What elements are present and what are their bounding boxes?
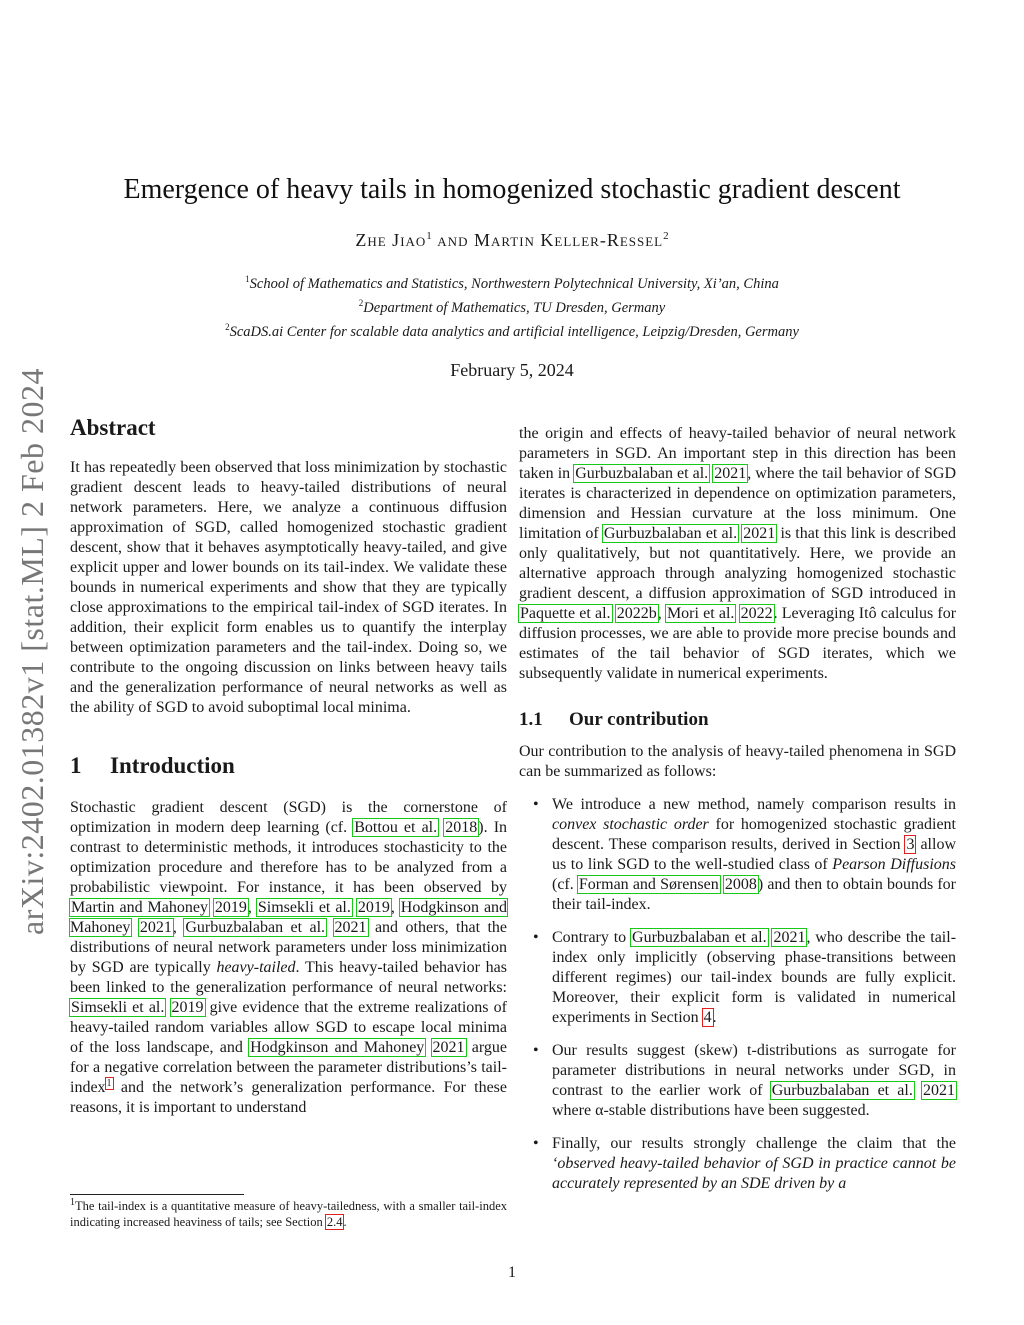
author-separator: and (437, 230, 469, 250)
citation-year-link[interactable]: 2022 (740, 605, 773, 622)
text-run: Stochastic gradient descent (SGD) is the cornerstone of optimization in modern deep learning (cf. (70, 799, 507, 836)
citation-link[interactable]: Gurbuzbalaban et al. (632, 929, 767, 946)
citation-year-link[interactable]: 2021 (334, 919, 367, 936)
citation-year-link[interactable]: 2021 (773, 929, 806, 946)
intro-paragraph-continued (519, 424, 956, 684)
citation-link[interactable]: Gurbuzbalaban et al. (575, 465, 709, 482)
section-ref-link[interactable]: 2.4 (326, 1215, 343, 1229)
subsection-title: Our contribution (569, 709, 709, 730)
emphasis-text: Pearson Diffusions (832, 856, 956, 873)
text-run: is that this link is described only qualitatively, but not quantitatively. Here, we provide an alternative approach through analyzing homogenized stochastic gradient descent, a diffusion approximation of SGD introduced in (519, 525, 957, 602)
abstract-text: It has repeatedly been observed that loss minimization by stochastic gradient descent leads to heavy-tailed distributions of neural network parameters. Here, we analyze a continuous diffusion approximation of SGD, called homogenized stochastic gradient descent, show that it behaves asymptotically heavy-tailed, and give explicit upper and lower bounds on its tail-index. We validate these bounds in numerical experiments and show that they are typically close approximations to the empirical tail-index of SGD iterates. In addition, their explicit form enables us to quantify the interplay between optimization parameters and the tail-index. Doing so, we contribute to the ongoing discussion on links between heavy tails and the generalization performance of neural networks as well as the ability of SGD to avoid suboptimal local minima. (70, 459, 507, 716)
text-run: and the network’s generalization performance. For these reasons, it is important to understand (70, 1079, 507, 1116)
footnote-divider (70, 1194, 244, 1195)
text-run: , (172, 919, 185, 936)
citation-link[interactable]: Mori et al. (666, 605, 735, 622)
citation-link[interactable]: Bottou et al. (354, 819, 438, 836)
affiliation-text: Department of Mathematics, TU Dresden, Germany (363, 299, 666, 316)
text-run: allow us to link SGD to the well-studied class of (552, 836, 956, 873)
citation-link[interactable]: Simsekli et al. (257, 899, 351, 916)
section-heading-introduction (70, 753, 507, 778)
emphasis-text: heavy-tailed (216, 959, 296, 976)
emphasis-text: ‘observed heavy-tailed behavior of SGD in practice cannot be accurately represented by an SDE driven by a (552, 1155, 956, 1192)
citation-link[interactable]: Gurbuzbalaban et al. (185, 919, 326, 936)
left-column (70, 415, 508, 1118)
arxiv-stamp (2, 356, 62, 946)
author-affil-sup: 1 (426, 230, 432, 242)
contribution-intro: Our contribution to the analysis of heavy-tailed phenomena in SGD can be summarized as follows: (519, 743, 956, 780)
citation-year-link[interactable]: 2021 (714, 465, 747, 482)
bullet-icon: • (533, 1042, 539, 1059)
author-list (60, 230, 964, 251)
text-run: . (343, 1215, 347, 1229)
emphasis-text: convex stochastic order (552, 816, 709, 833)
text-run: Our results suggest (skew) t-distributions as surrogate for parameter distributions in neural networks under SGD, in contrast to the earlier work of (552, 1042, 956, 1099)
affiliation (60, 294, 964, 318)
citation-link[interactable]: Simsekli et al. (71, 999, 165, 1016)
affiliation-text: ScaDS.ai Center for scalable data analytics and artificial intelligence, Leipzig/Dresden, Germany (229, 323, 799, 340)
abstract-heading: Abstract (70, 415, 156, 440)
subsection-number: 1.1 (519, 709, 543, 730)
citation-year-link[interactable]: 2018 (445, 819, 478, 836)
citation-link[interactable]: Martin and Mahoney (71, 899, 208, 916)
contribution-list (519, 795, 956, 1194)
citation-year-link[interactable]: 2021 (743, 525, 776, 542)
list-item (519, 795, 956, 915)
section-ref-link[interactable]: 4 (703, 1009, 712, 1026)
text-run: Finally, our results strongly challenge the claim that the (552, 1135, 956, 1152)
bullet-icon: • (533, 1135, 539, 1152)
affiliation-sup: 1 (245, 274, 250, 284)
text-run: ). In contrast to deterministic methods, it introduces stochasticity to the optimization procedure and therefore has to be analyzed from a probabilistic viewpoint. For instance, it has been observed by (70, 819, 508, 896)
affiliation (60, 270, 964, 294)
citation-year-link[interactable]: 2019 (357, 899, 390, 916)
text-run: . (712, 1009, 717, 1026)
list-item (519, 928, 956, 1028)
footnote-link[interactable]: 1 (106, 1077, 112, 1089)
affiliation-sup: 2 (225, 321, 230, 332)
intro-paragraph (70, 798, 507, 1118)
arxiv-id: arXiv:2402.01382v1 [stat.ML] 2 Feb 2024 (13, 367, 50, 935)
citation-year-link[interactable]: 2019 (171, 999, 204, 1016)
citation-year-link[interactable]: 2021 (923, 1082, 956, 1099)
text-run: , who describe the tail-index only implicitly (observing phase-transitions between different regimes) our tail-index bounds are fully explicit. Moreover, their explicit form is validated in numerical experiments in Section (552, 929, 957, 1026)
text-run: where α-stable distributions have been suggested. (552, 1102, 870, 1119)
citation-link[interactable]: Paquette et al. (520, 605, 611, 622)
text-run: the origin and effects of heavy-tailed behavior of neural network parameters in SGD. An important step in this direction has been taken in (519, 425, 956, 482)
text-run: The tail-index is a quantitative measure of heavy-tailedness, with a smaller tail-index indicating increased heaviness of tails; see Section (70, 1199, 507, 1229)
right-column (519, 424, 956, 1207)
text-run: Contrary to (552, 929, 632, 946)
text-run: give evidence that the extreme realizations of heavy-tailed random variables allow SGD to escape local minima of the loss landscape, and (70, 999, 507, 1056)
author-name: Zhe Jiao (355, 230, 427, 250)
list-item (519, 1134, 956, 1194)
citation-link[interactable]: Hodgkinson and Mahoney (70, 899, 508, 936)
text-run: , (657, 605, 666, 622)
bullet-icon: • (533, 929, 539, 946)
text-run: . Leveraging Itô calculus for diffusion processes, we are able to provide more precise bounds and estimates of the tail behavior of SGD iterates, which we subsequently validate in numerical experiments. (519, 605, 957, 682)
citation-year-link[interactable]: 2019 (214, 899, 247, 916)
text-run: , (390, 899, 400, 916)
affiliation-sup: 2 (358, 297, 364, 308)
citation-year-link[interactable]: 2022b (616, 605, 657, 622)
text-run: for homogenized stochastic gradient descent. These comparison results, derived in Section (552, 816, 956, 853)
text-run: We introduce a new method, namely comparison results in (552, 796, 956, 813)
subsection-heading-contribution (519, 710, 956, 730)
text-run: , where the tail behavior of SGD iterates is characterized in dependence on optimization parameters, dimension and Hessian curvature at the loss minimum. One limitation of (519, 465, 956, 542)
text-run: ) and then to obtain bounds for their tail-index. (552, 876, 956, 913)
text-run: , (247, 899, 257, 916)
footnote (70, 1198, 507, 1230)
text-run: argue for a negative correlation between the parameter distributions’s tail-index (70, 1039, 508, 1096)
affiliation (60, 318, 964, 342)
affiliation-text: School of Mathematics and Statistics, Northwestern Polytechnical University, Xi’an, China (249, 275, 779, 292)
citation-link[interactable]: Gurbuzbalaban et al. (771, 1082, 913, 1099)
citation-year-link[interactable]: 2008 (724, 876, 757, 893)
citation-link[interactable]: Hodgkinson and Mahoney (250, 1039, 425, 1056)
section-number: 1 (70, 753, 82, 778)
text-run: (cf. (552, 876, 578, 893)
citation-year-link[interactable]: 2021 (432, 1039, 465, 1056)
paper-date: February 5, 2024 (450, 360, 574, 380)
author-affil-sup: 2 (663, 230, 669, 242)
section-ref-link[interactable]: 3 (906, 836, 915, 853)
paper-title: Emergence of heavy tails in homogenized stochastic gradient descent (123, 174, 901, 205)
footnote-mark: 1 (70, 1196, 75, 1208)
list-item (519, 1041, 956, 1121)
text-run: and others, that the distributions of neural network parameters under loss minimization by SGD are typically (70, 919, 508, 976)
section-title: Introduction (110, 753, 235, 778)
page-number: 1 (508, 1264, 516, 1281)
citation-link[interactable]: Gurbuzbalaban et al. (603, 525, 738, 542)
citation-link[interactable]: Forman and Sørensen (578, 876, 719, 893)
author-name: Martin Keller-Ressel (473, 230, 664, 250)
citation-year-link[interactable]: 2021 (139, 919, 172, 936)
text-run: . This heavy-tailed behavior has been linked to the generalization performance of neural networks: (70, 959, 507, 996)
bullet-icon: • (533, 796, 539, 813)
affiliations (60, 270, 964, 341)
